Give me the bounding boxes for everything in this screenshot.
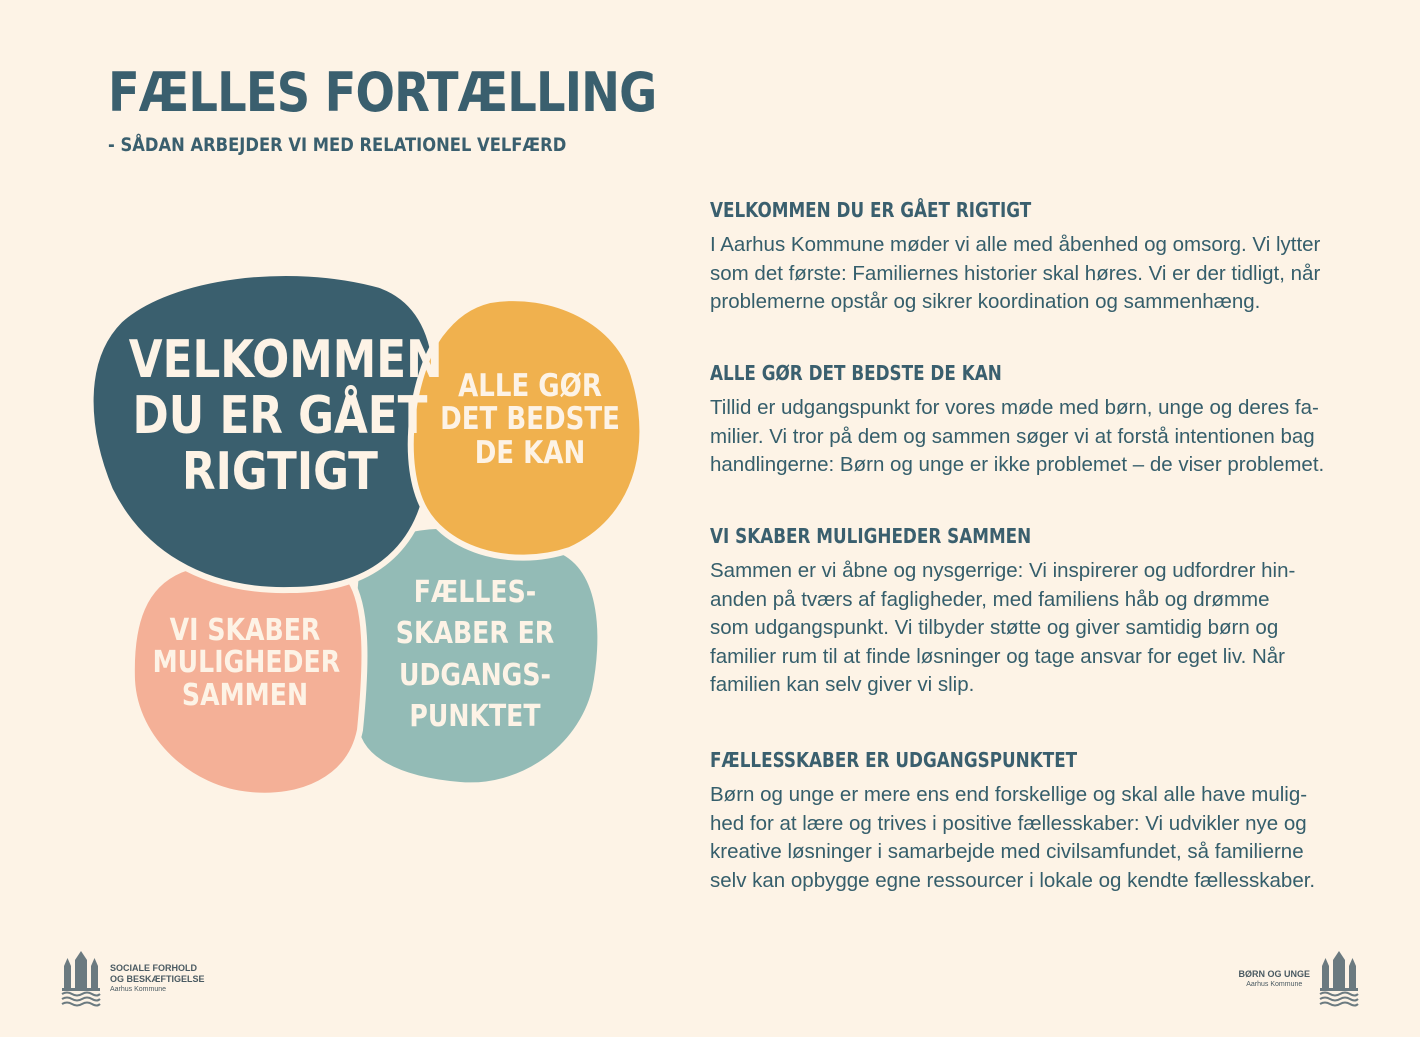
blob-label-velkommen: VELKOMMEN DU ER GÅET RIGTIGT: [128, 330, 443, 503]
section-heading: VI SKABER MULIGHEDER SAMMEN: [710, 524, 1032, 548]
section-alle-goer: [710, 361, 1370, 480]
logo-line3: Aarhus Kommune: [110, 986, 167, 993]
section-vi-skaber: [710, 524, 1370, 700]
blob-label-alle-goer: ALLE GØR DET BEDSTE DE KAN: [440, 368, 620, 471]
logo-line1: BØRN OG UNGE: [1238, 968, 1310, 979]
logo-line2: OG BESKÆFTIGELSE: [110, 974, 205, 984]
section-heading: FÆLLESSKABER ER UDGANGSPUNKTET: [710, 748, 1078, 772]
blob-illustration: [60, 250, 680, 830]
section-body: Sammen er vi åbne og nysgerrige: Vi inspirerer og udfordrer hin- anden på tværs af fagligheder, med familiens håb og drømme som udgangspunkt. Vi tilbyder støtte og giver samtidig børn og familier rum til at finde løsninger og tage ansvar for eget liv. Når familien kan selv giver vi slip.: [710, 559, 1296, 696]
section-heading: VELKOMMEN DU ER GÅET RIGTIGT: [710, 198, 1032, 222]
section-heading: ALLE GØR DET BEDSTE DE KAN: [710, 361, 1002, 385]
page-subtitle: - SÅDAN ARBEJDER VI MED RELATIONEL VELFÆRD: [108, 134, 567, 156]
blob-label-faellesskaber: FÆLLES- SKABER ER UDGANGS- PUNKTET: [395, 575, 555, 735]
logo-sociale-forhold: [60, 950, 205, 1008]
logo-boern-og-unge: [1238, 950, 1360, 1008]
section-body: I Aarhus Kommune møder vi alle med åbenhed og omsorg. Vi lytter som det første: Familiernes historier skal høres. Vi er der tidligt, når problemerne opstår og sikrer koordination og sammenhæng.: [710, 233, 1321, 313]
aarhus-seal-icon: [1318, 950, 1360, 1008]
section-velkommen: [710, 198, 1370, 317]
blob-label-vi-skaber: VI SKABER MULIGHEDER SAMMEN: [152, 613, 341, 713]
logo-line3: Aarhus Kommune: [1246, 980, 1303, 988]
section-body: Tillid er udgangspunkt for vores møde med børn, unge og deres fa- milier. Vi tror på dem og sammen søger vi at forstå intentionen bag handlingerne: Børn og unge er ikke problemet – de viser problemet.: [710, 396, 1325, 476]
section-faellesskaber: [710, 748, 1370, 895]
logo-line1: SOCIALE FORHOLD: [110, 963, 197, 973]
section-body: Børn og unge er mere ens end forskellige og skal alle have mulig- hed for at lære og trives i positive fællesskaber: Vi udvikler nye og kreative løsninger i samarbejde med civilsamfundet, så familierne selv kan opbygge egne ressourcer i lokale og kendte fællesskaber.: [710, 783, 1316, 892]
page-title: FÆLLES FORTÆLLING: [108, 61, 657, 124]
aarhus-seal-icon: [60, 950, 102, 1008]
